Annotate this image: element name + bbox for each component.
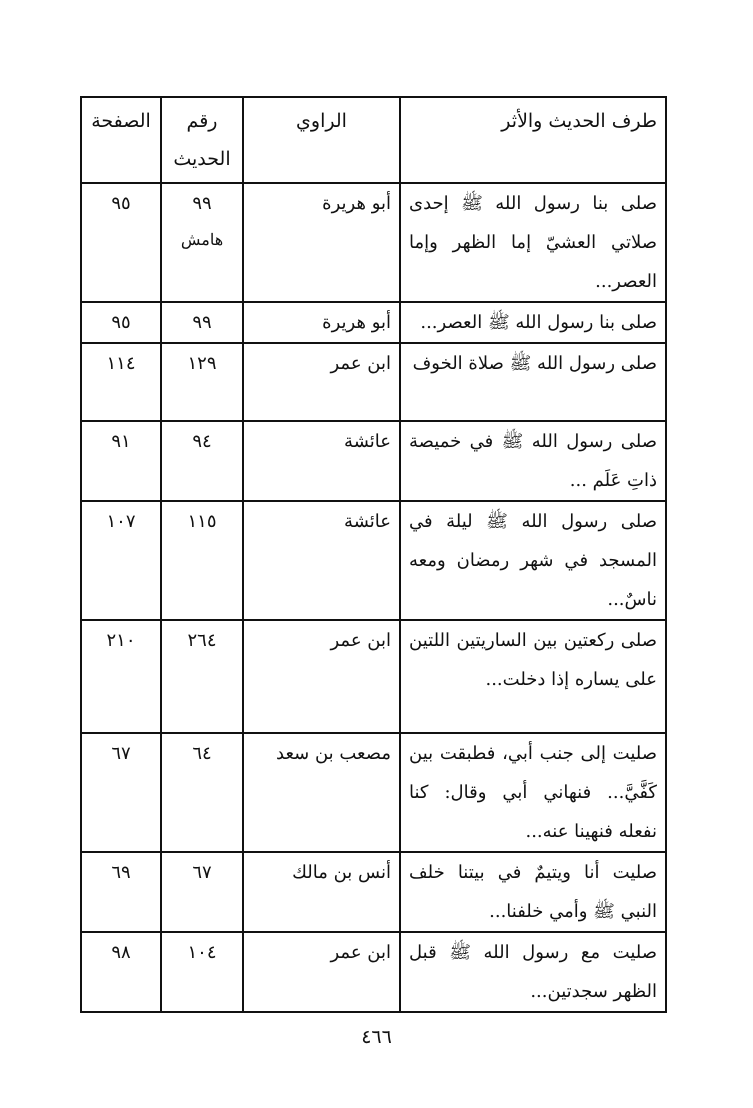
narrator-cell: مصعب بن سعد xyxy=(243,733,400,852)
number-cell xyxy=(161,183,243,302)
narrator-cell: عائشة xyxy=(243,501,400,620)
table-row xyxy=(81,302,666,343)
narrator-cell: ابن عمر xyxy=(243,932,400,1012)
hadith-index-table xyxy=(80,96,667,1013)
table-row xyxy=(81,733,666,852)
number-cell: ٦٤ xyxy=(161,733,243,852)
narrator-cell: أبو هريرة xyxy=(243,183,400,302)
header-narrator: الراوي xyxy=(243,97,400,183)
hadith-cell: صليت إلى جنب أبي، فطبقت بين كَفَّيَّ... فنهاني أبي وقال: كنا نفعله فنهينا عنه... xyxy=(400,733,666,852)
hadith-cell: صلى بنا رسول الله ﷺ إحدى صلاتي العشيّ إما الظهر وإما العصر... xyxy=(400,183,666,302)
narrator-cell: ابن عمر xyxy=(243,343,400,421)
page-number: ٤٦٦ xyxy=(361,1026,392,1048)
number-cell: ٩٩ xyxy=(161,302,243,343)
header-number-line2: الحديث xyxy=(173,148,231,170)
footnote-label: هامش xyxy=(180,230,224,249)
narrator-cell: ابن عمر xyxy=(243,620,400,733)
narrator-cell: عائشة xyxy=(243,421,400,501)
header-number-line1: رقم xyxy=(186,110,218,132)
table-header-row xyxy=(81,97,666,183)
page-cell: ٩١ xyxy=(81,421,161,501)
page-cell: ١٠٧ xyxy=(81,501,161,620)
page-cell: ١١٤ xyxy=(81,343,161,421)
table-row xyxy=(81,932,666,1012)
page-cell: ٩٨ xyxy=(81,932,161,1012)
table-row xyxy=(81,343,666,421)
page-cell: ٦٧ xyxy=(81,733,161,852)
narrator-cell: أبو هريرة xyxy=(243,302,400,343)
hadith-cell: صليت مع رسول الله ﷺ قبل الظهر سجدتين... xyxy=(400,932,666,1012)
table-row xyxy=(81,501,666,620)
table-row xyxy=(81,183,666,302)
table-row xyxy=(81,620,666,733)
number-cell: ٦٧ xyxy=(161,852,243,932)
narrator-cell: أنس بن مالك xyxy=(243,852,400,932)
hadith-cell: صلى رسول الله ﷺ صلاة الخوف xyxy=(400,343,666,421)
number-cell: ١١٥ xyxy=(161,501,243,620)
number-cell: ١٢٩ xyxy=(161,343,243,421)
page-cell: ٢١٠ xyxy=(81,620,161,733)
page-cell: ٩٥ xyxy=(81,302,161,343)
page-cell: ٦٩ xyxy=(81,852,161,932)
hadith-cell: صليت أنا ويتيمٌ في بيتنا خلف النبي ﷺ وأمي خلفنا... xyxy=(400,852,666,932)
hadith-cell: صلى ركعتين بين الساريتين اللتين على يساره إذا دخلت... xyxy=(400,620,666,733)
page-cell: ٩٥ xyxy=(81,183,161,302)
header-number xyxy=(161,97,243,183)
hadith-cell: صلى رسول الله ﷺ في خميصة ذاتِ عَلَم ... xyxy=(400,421,666,501)
header-page: الصفحة xyxy=(81,97,161,183)
hadith-cell: صلى بنا رسول الله ﷺ العصر... xyxy=(400,302,666,343)
number-cell: ١٠٤ xyxy=(161,932,243,1012)
table-row xyxy=(81,852,666,932)
header-hadith: طرف الحديث والأثر xyxy=(400,97,666,183)
number-cell: ٩٤ xyxy=(161,421,243,501)
number-cell: ٢٦٤ xyxy=(161,620,243,733)
hadith-cell: صلى رسول الله ﷺ ليلة في المسجد في شهر رمضان ومعه ناسٌ... xyxy=(400,501,666,620)
table-row xyxy=(81,421,666,501)
number-value: ٩٩ xyxy=(192,193,212,214)
